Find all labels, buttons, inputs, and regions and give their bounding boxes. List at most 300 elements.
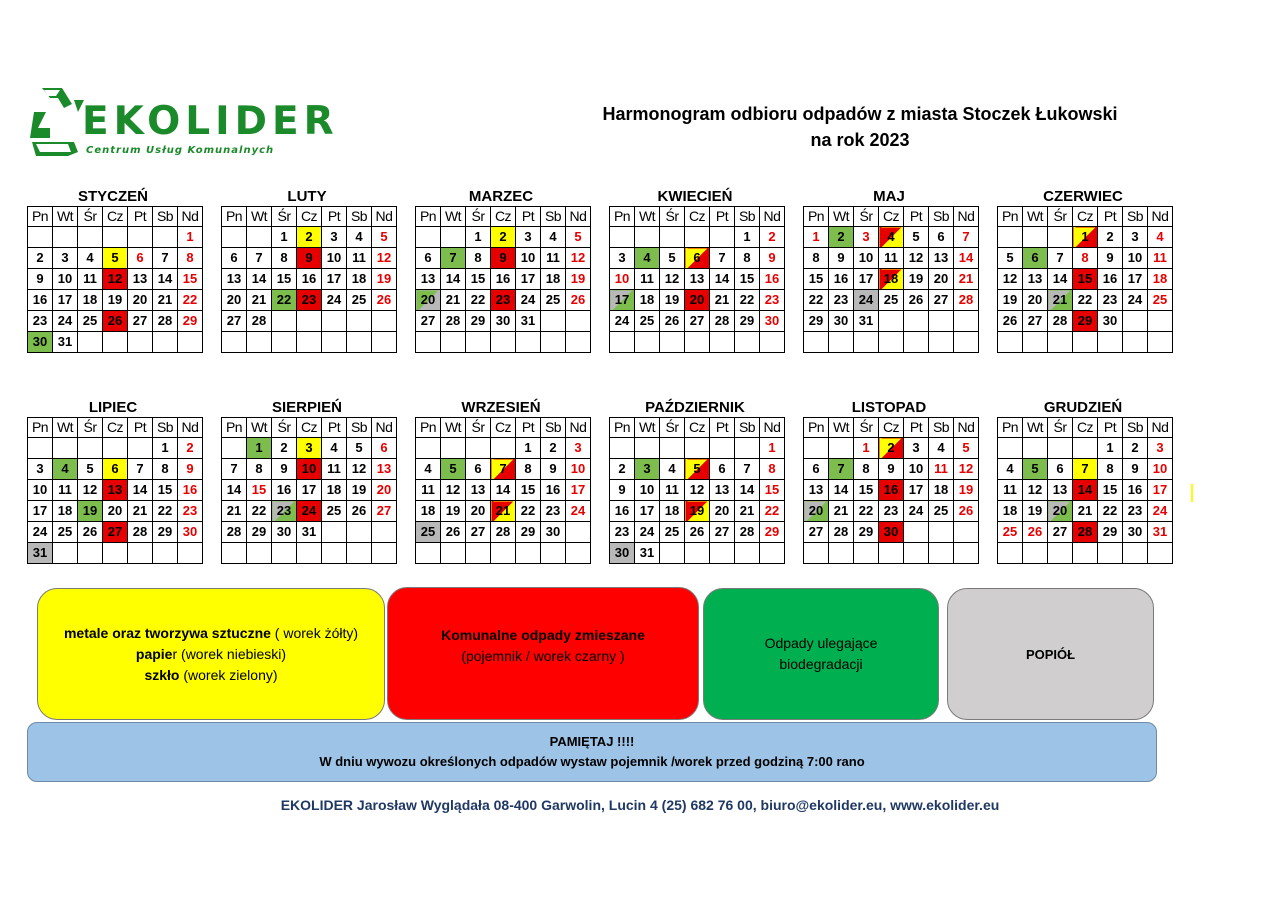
month-table — [609, 417, 785, 564]
empty-cell — [322, 522, 347, 543]
empty-cell — [1123, 311, 1148, 332]
day-cell: 18 — [322, 480, 347, 501]
day-cell: 24 — [1123, 290, 1148, 311]
empty-cell — [929, 332, 954, 353]
empty-cell — [272, 543, 297, 564]
weekday-header: Sb — [735, 207, 760, 227]
day-cell: 21 — [710, 290, 735, 311]
weekday-header: Pt — [322, 207, 347, 227]
day-cell: 7 — [1073, 459, 1098, 480]
day-cell: 7 — [735, 459, 760, 480]
day-cell: 11 — [416, 480, 441, 501]
day-cell: 14 — [1048, 269, 1073, 290]
month-calendar — [609, 399, 781, 564]
day-cell: 17 — [297, 480, 322, 501]
empty-cell — [297, 543, 322, 564]
day-cell: 7 — [491, 459, 516, 480]
month-name: PAŹDZIERNIK — [645, 399, 745, 416]
day-cell: 2 — [610, 459, 635, 480]
day-cell: 21 — [954, 269, 979, 290]
reminder-banner — [27, 722, 1157, 782]
week-row — [610, 311, 785, 332]
day-cell: 1 — [760, 438, 785, 459]
day-cell: 4 — [635, 248, 660, 269]
day-cell: 28 — [1073, 522, 1098, 543]
day-cell: 22 — [760, 501, 785, 522]
day-cell: 4 — [53, 459, 78, 480]
empty-cell — [685, 438, 710, 459]
week-row — [610, 501, 785, 522]
month-name: GRUDZIEŃ — [1043, 399, 1123, 416]
day-cell: 3 — [322, 227, 347, 248]
weekday-header: Sb — [1123, 207, 1148, 227]
day-cell: 18 — [416, 501, 441, 522]
weekday-header: Pt — [516, 207, 541, 227]
month-calendar — [997, 188, 1169, 353]
month-table — [27, 417, 203, 564]
day-cell: 15 — [804, 269, 829, 290]
day-cell: 16 — [610, 501, 635, 522]
day-cell: 20 — [416, 290, 441, 311]
day-cell: 14 — [1073, 480, 1098, 501]
month-name: CZERWIEC — [1043, 188, 1123, 205]
day-cell: 18 — [635, 290, 660, 311]
day-cell: 24 — [635, 522, 660, 543]
empty-cell — [904, 543, 929, 564]
weekday-header: Śr — [466, 207, 491, 227]
day-cell: 2 — [272, 438, 297, 459]
empty-cell — [685, 543, 710, 564]
day-cell: 26 — [954, 501, 979, 522]
day-cell: 20 — [710, 501, 735, 522]
logo-subtitle: Centrum Usług Komunalnych — [86, 145, 275, 156]
day-cell: 23 — [1098, 290, 1123, 311]
empty-cell — [103, 438, 128, 459]
weekday-header: Sb — [929, 418, 954, 438]
empty-cell — [760, 543, 785, 564]
day-cell: 4 — [322, 438, 347, 459]
weekday-header: Nd — [178, 418, 203, 438]
day-cell: 24 — [610, 311, 635, 332]
day-cell: 14 — [247, 269, 272, 290]
day-cell: 27 — [416, 311, 441, 332]
logo — [28, 82, 378, 162]
empty-cell — [153, 227, 178, 248]
empty-cell — [998, 543, 1023, 564]
day-cell: 24 — [1148, 501, 1173, 522]
empty-cell — [347, 522, 372, 543]
day-cell: 20 — [372, 480, 397, 501]
week-row — [28, 332, 203, 353]
day-cell: 5 — [372, 227, 397, 248]
day-cell: 3 — [854, 227, 879, 248]
day-cell: 12 — [954, 459, 979, 480]
month-calendar — [415, 399, 587, 564]
day-cell: 18 — [879, 269, 904, 290]
week-row — [998, 227, 1173, 248]
weekday-header: Nd — [566, 207, 591, 227]
day-cell: 24 — [854, 290, 879, 311]
legend-paper-label: papie — [135, 645, 173, 662]
weekday-header: Cz — [1073, 418, 1098, 438]
empty-cell — [660, 438, 685, 459]
empty-cell — [178, 543, 203, 564]
day-cell: 19 — [78, 501, 103, 522]
weekday-header: Pn — [998, 418, 1023, 438]
day-cell: 2 — [297, 227, 322, 248]
month-name: LIPIEC — [88, 399, 138, 416]
day-cell: 12 — [441, 480, 466, 501]
weekday-header: Pt — [322, 418, 347, 438]
day-cell: 10 — [610, 269, 635, 290]
week-row — [998, 290, 1173, 311]
empty-cell — [1023, 438, 1048, 459]
day-cell: 21 — [247, 290, 272, 311]
day-cell: 12 — [1023, 480, 1048, 501]
day-cell: 11 — [660, 480, 685, 501]
month-calendar — [803, 399, 975, 564]
weekday-header-row — [222, 418, 397, 438]
day-cell: 21 — [1073, 501, 1098, 522]
day-cell: 16 — [178, 480, 203, 501]
empty-cell — [610, 438, 635, 459]
day-cell: 13 — [372, 459, 397, 480]
day-cell: 12 — [78, 480, 103, 501]
empty-cell — [272, 332, 297, 353]
empty-cell — [1123, 332, 1148, 353]
day-cell: 5 — [103, 248, 128, 269]
day-cell: 15 — [178, 269, 203, 290]
empty-cell — [541, 543, 566, 564]
weekday-header: Wt — [247, 418, 272, 438]
day-cell: 7 — [954, 227, 979, 248]
day-cell: 7 — [829, 459, 854, 480]
month-name: MAJ — [873, 188, 905, 205]
day-cell: 14 — [710, 269, 735, 290]
day-cell: 21 — [1048, 290, 1073, 311]
day-cell: 25 — [416, 522, 441, 543]
legend-ash — [947, 588, 1154, 720]
day-cell: 28 — [222, 522, 247, 543]
day-cell: 20 — [222, 290, 247, 311]
week-row — [610, 269, 785, 290]
month-calendar — [221, 188, 393, 353]
empty-cell — [491, 543, 516, 564]
day-cell: 19 — [685, 501, 710, 522]
day-cell: 18 — [53, 501, 78, 522]
weekday-header: Pn — [28, 418, 53, 438]
day-cell: 31 — [635, 543, 660, 564]
week-row — [28, 227, 203, 248]
week-row — [416, 501, 591, 522]
day-cell: 10 — [566, 459, 591, 480]
day-cell: 21 — [153, 290, 178, 311]
day-cell: 8 — [466, 248, 491, 269]
day-cell: 29 — [804, 311, 829, 332]
day-cell: 9 — [760, 248, 785, 269]
weekday-header-row — [416, 418, 591, 438]
day-cell: 21 — [491, 501, 516, 522]
day-cell: 20 — [466, 501, 491, 522]
weekday-header: Wt — [441, 418, 466, 438]
weekday-header: Nd — [372, 418, 397, 438]
day-cell: 25 — [660, 522, 685, 543]
day-cell: 19 — [441, 501, 466, 522]
empty-cell — [103, 543, 128, 564]
day-cell: 27 — [1048, 522, 1073, 543]
day-cell: 13 — [929, 248, 954, 269]
day-cell: 3 — [28, 459, 53, 480]
month-table — [803, 417, 979, 564]
empty-cell — [998, 438, 1023, 459]
empty-cell — [610, 227, 635, 248]
day-cell: 10 — [904, 459, 929, 480]
weekday-header: Cz — [297, 207, 322, 227]
day-cell: 23 — [491, 290, 516, 311]
day-cell: 30 — [1098, 311, 1123, 332]
day-cell: 5 — [441, 459, 466, 480]
empty-cell — [78, 227, 103, 248]
day-cell: 3 — [1148, 438, 1173, 459]
page-title — [540, 101, 1180, 153]
empty-cell — [829, 332, 854, 353]
empty-cell — [954, 543, 979, 564]
legend-glass-detail: (worek zielony) — [179, 666, 278, 683]
day-cell: 19 — [904, 269, 929, 290]
day-cell: 10 — [516, 248, 541, 269]
weekday-header: Pt — [710, 207, 735, 227]
week-row — [998, 438, 1173, 459]
day-cell: 5 — [566, 227, 591, 248]
day-cell: 18 — [347, 269, 372, 290]
day-cell: 23 — [297, 290, 322, 311]
weekday-header-row — [416, 207, 591, 227]
weekday-header: Cz — [491, 418, 516, 438]
day-cell: 9 — [1123, 459, 1148, 480]
week-row — [416, 522, 591, 543]
day-cell: 22 — [247, 501, 272, 522]
week-row — [804, 311, 979, 332]
day-cell: 12 — [660, 269, 685, 290]
day-cell: 4 — [347, 227, 372, 248]
weekday-header: Śr — [466, 418, 491, 438]
weekday-header: Pn — [804, 207, 829, 227]
day-cell: 23 — [879, 501, 904, 522]
week-row — [804, 522, 979, 543]
empty-cell — [1098, 543, 1123, 564]
day-cell: 15 — [153, 480, 178, 501]
day-cell: 25 — [347, 290, 372, 311]
day-cell: 2 — [1123, 438, 1148, 459]
empty-cell — [541, 332, 566, 353]
empty-cell — [516, 543, 541, 564]
weekday-header: Wt — [53, 418, 78, 438]
empty-cell — [78, 438, 103, 459]
empty-cell — [804, 543, 829, 564]
empty-cell — [904, 332, 929, 353]
legend-glass-label: szkło — [144, 666, 180, 683]
edge-marker — [1191, 484, 1193, 502]
week-row — [28, 290, 203, 311]
empty-cell — [491, 332, 516, 353]
day-cell: 30 — [272, 522, 297, 543]
weekday-header: Cz — [1073, 207, 1098, 227]
weekday-header: Wt — [829, 418, 854, 438]
weekday-header: Nd — [566, 418, 591, 438]
day-cell: 28 — [829, 522, 854, 543]
week-row — [28, 480, 203, 501]
empty-cell — [28, 227, 53, 248]
week-row — [998, 311, 1173, 332]
day-cell: 25 — [78, 311, 103, 332]
day-cell: 12 — [998, 269, 1023, 290]
weekday-header: Sb — [347, 207, 372, 227]
weekday-header: Wt — [1023, 418, 1048, 438]
empty-cell — [1073, 332, 1098, 353]
weekday-header-row — [998, 207, 1173, 227]
weekday-header: Pn — [610, 207, 635, 227]
empty-cell — [929, 522, 954, 543]
empty-cell — [1023, 332, 1048, 353]
month-calendar — [27, 188, 199, 353]
day-cell: 15 — [466, 269, 491, 290]
week-row — [222, 290, 397, 311]
day-cell: 17 — [516, 269, 541, 290]
weekday-header: Cz — [685, 418, 710, 438]
day-cell: 5 — [954, 438, 979, 459]
day-cell: 22 — [1098, 501, 1123, 522]
day-cell: 25 — [998, 522, 1023, 543]
day-cell: 30 — [760, 311, 785, 332]
day-cell: 6 — [685, 248, 710, 269]
day-cell: 9 — [28, 269, 53, 290]
day-cell: 29 — [760, 522, 785, 543]
empty-cell — [566, 311, 591, 332]
empty-cell — [804, 332, 829, 353]
empty-cell — [222, 332, 247, 353]
empty-cell — [1148, 332, 1173, 353]
day-cell: 11 — [879, 248, 904, 269]
day-cell: 16 — [272, 480, 297, 501]
day-cell: 26 — [441, 522, 466, 543]
weekday-header: Wt — [1023, 207, 1048, 227]
day-cell: 5 — [998, 248, 1023, 269]
weekday-header-row — [804, 418, 979, 438]
day-cell: 2 — [491, 227, 516, 248]
day-cell: 1 — [804, 227, 829, 248]
empty-cell — [78, 543, 103, 564]
empty-cell — [804, 438, 829, 459]
day-cell: 8 — [804, 248, 829, 269]
day-cell: 31 — [1148, 522, 1173, 543]
day-cell: 11 — [78, 269, 103, 290]
empty-cell — [466, 543, 491, 564]
weekday-header: Śr — [660, 207, 685, 227]
empty-cell — [735, 543, 760, 564]
day-cell: 9 — [491, 248, 516, 269]
day-cell: 16 — [879, 480, 904, 501]
empty-cell — [372, 311, 397, 332]
empty-cell — [416, 543, 441, 564]
empty-cell — [466, 438, 491, 459]
day-cell: 7 — [128, 459, 153, 480]
empty-cell — [854, 543, 879, 564]
day-cell: 23 — [28, 311, 53, 332]
weekday-header: Śr — [78, 207, 103, 227]
day-cell: 11 — [347, 248, 372, 269]
week-row — [222, 522, 397, 543]
month-calendar — [803, 188, 975, 353]
weekday-header-row — [804, 207, 979, 227]
empty-cell — [710, 438, 735, 459]
empty-cell — [635, 332, 660, 353]
empty-cell — [441, 332, 466, 353]
day-cell: 17 — [1123, 269, 1148, 290]
weekday-header: Wt — [247, 207, 272, 227]
day-cell: 18 — [78, 290, 103, 311]
day-cell: 27 — [372, 501, 397, 522]
day-cell: 5 — [904, 227, 929, 248]
day-cell: 19 — [347, 480, 372, 501]
empty-cell — [929, 311, 954, 332]
day-cell: 2 — [829, 227, 854, 248]
day-cell: 8 — [272, 248, 297, 269]
day-cell: 20 — [103, 501, 128, 522]
empty-cell — [929, 543, 954, 564]
day-cell: 16 — [1098, 269, 1123, 290]
empty-cell — [222, 438, 247, 459]
empty-cell — [372, 522, 397, 543]
empty-cell — [1073, 438, 1098, 459]
day-cell: 3 — [1123, 227, 1148, 248]
month-table — [609, 206, 785, 353]
day-cell: 27 — [929, 290, 954, 311]
day-cell: 29 — [153, 522, 178, 543]
reminder-text: W dniu wywozu określonych odpadów wystaw pojemnik /worek przed godziną 7:00 rano — [319, 754, 865, 769]
day-cell: 1 — [854, 438, 879, 459]
empty-cell — [610, 332, 635, 353]
weekday-header: Wt — [441, 207, 466, 227]
day-cell: 29 — [1073, 311, 1098, 332]
day-cell: 25 — [929, 501, 954, 522]
week-row — [222, 543, 397, 564]
weekday-header: Pt — [1098, 207, 1123, 227]
weekday-header-row — [28, 207, 203, 227]
day-cell: 19 — [954, 480, 979, 501]
empty-cell — [53, 227, 78, 248]
week-row — [416, 269, 591, 290]
day-cell: 17 — [610, 290, 635, 311]
month-table — [221, 206, 397, 353]
empty-cell — [735, 332, 760, 353]
day-cell: 5 — [347, 438, 372, 459]
day-cell: 5 — [1023, 459, 1048, 480]
day-cell: 12 — [347, 459, 372, 480]
day-cell: 16 — [491, 269, 516, 290]
empty-cell — [222, 227, 247, 248]
day-cell: 31 — [28, 543, 53, 564]
day-cell: 13 — [416, 269, 441, 290]
day-cell: 17 — [322, 269, 347, 290]
empty-cell — [247, 227, 272, 248]
day-cell: 1 — [178, 227, 203, 248]
day-cell: 11 — [998, 480, 1023, 501]
day-cell: 26 — [347, 501, 372, 522]
empty-cell — [441, 227, 466, 248]
empty-cell — [879, 543, 904, 564]
week-row — [998, 248, 1173, 269]
day-cell: 31 — [53, 332, 78, 353]
